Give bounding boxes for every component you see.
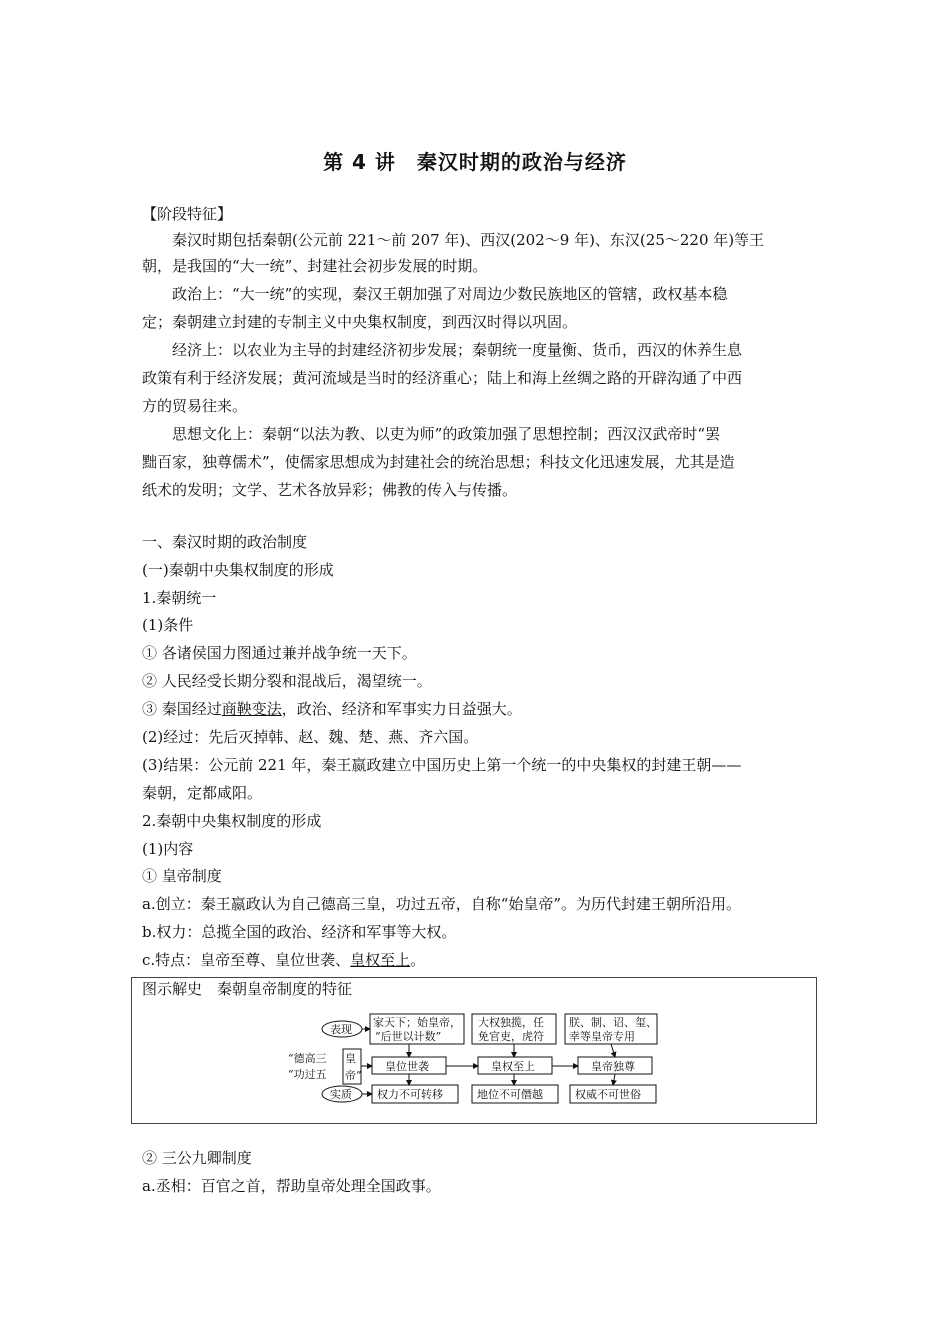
intro-line: 纸术的发明；文学、艺术各放异彩；佛教的传入与传播。 xyxy=(142,481,518,499)
figure-caption: 图示解史 秦朝皇帝制度的特征 xyxy=(142,980,353,998)
outline-item xyxy=(142,950,425,970)
shizhi-label: 实质 xyxy=(330,1088,352,1101)
di-char: 帝” xyxy=(345,1069,362,1082)
mid-box-2-text: 皇权至上 xyxy=(491,1060,535,1073)
bot-box-2-text: 地位不可僭越 xyxy=(477,1088,543,1101)
huang-char: 皇 xyxy=(345,1052,356,1065)
outline-item: ① 皇帝制度 xyxy=(142,867,222,885)
mid-box-3-text: 皇帝独尊 xyxy=(591,1060,635,1073)
top-box-3-line-1: 朕、制、诏、玺、 xyxy=(569,1016,657,1029)
outline-item: (2)经过：先后灭掉韩、赵、魏、楚、燕、齐六国。 xyxy=(142,728,479,746)
outline-item: (1)条件 xyxy=(142,616,194,634)
outline-item: a.创立：秦王嬴政认为自己德高三皇，功过五帝，自称“始皇帝”。为历代封建王朝所沿用。 xyxy=(142,895,742,913)
biaoxian-label: 表现 xyxy=(330,1023,352,1036)
underlined-term: 皇权至上 xyxy=(350,951,411,969)
intro-line: 朝，是我国的“大一统”、封建社会初步发展的时期。 xyxy=(142,257,488,275)
heading-1: 一、秦汉时期的政治制度 xyxy=(142,533,308,551)
outline-item: (3)结果：公元前 221 年，秦王嬴政建立中国历史上第一个统一的中央集权的封建王朝—— xyxy=(142,756,742,774)
top-box-1-line-1: 家天下；始皇帝， xyxy=(373,1016,461,1029)
mid-box-1-text: 皇位世袭 xyxy=(385,1060,429,1073)
dezhi-text-1: “德高三 xyxy=(288,1052,327,1065)
top-box-2-line-1: 大权独揽，任 xyxy=(478,1016,544,1029)
bot-box-1-text: 权力不可转移 xyxy=(377,1088,443,1101)
outline-item: b.权力：总揽全国的政治、经济和军事等大权。 xyxy=(142,923,457,941)
heading-4: 2.秦朝中央集权制度的形成 xyxy=(142,812,322,830)
top-box-2-line-2: 免官吏，虎符 xyxy=(478,1030,544,1043)
text-span: 。 xyxy=(410,951,426,969)
outline-item xyxy=(142,699,522,719)
top-box-1-line-2: “后世以计数” xyxy=(375,1030,442,1043)
intro-line: 思想文化上：秦朝“以法为教、以吏为师”的政策加强了思想控制；西汉汉武帝时“罢 xyxy=(172,425,721,443)
section-tag: 【阶段特征】 xyxy=(142,205,233,223)
page-title: 第 4 讲 秦汉时期的政治与经济 xyxy=(323,150,627,174)
intro-line: 定；秦朝建立封建的专制主义中央集权制度，到西汉时得以巩固。 xyxy=(142,313,578,331)
dezhi-text-2: “功过五 xyxy=(288,1068,327,1081)
top-box-3-line-2: 幸等皇帝专用 xyxy=(569,1030,635,1043)
outline-item: ② 人民经受长期分裂和混战后，渴望统一。 xyxy=(142,672,432,690)
text-span: ，政治、经济和军事实力日益强大。 xyxy=(281,700,522,718)
intro-line: 黜百家，独尊儒术”，使儒家思想成为封建社会的统治思想；科技文化迅速发展，尤其是造 xyxy=(142,453,735,471)
intro-line: 方的贸易往来。 xyxy=(142,397,248,415)
outline-item: 秦朝，定都咸阳。 xyxy=(142,784,263,802)
underlined-term: 商鞅变法 xyxy=(221,700,282,718)
outline-item: a.丞相：百官之首，帮助皇帝处理全国政事。 xyxy=(142,1177,441,1195)
text-span: c.特点：皇帝至尊、皇位世袭、 xyxy=(142,951,351,969)
outline-item: ② 三公九卿制度 xyxy=(142,1149,252,1167)
text-span: ③ 秦国经过 xyxy=(142,700,222,718)
diagram xyxy=(132,978,816,1123)
bot-box-3-text: 权威不可世俗 xyxy=(575,1088,641,1101)
intro-line: 政策有利于经济发展；黄河流域是当时的经济重心；陆上和海上丝绸之路的开辟沟通了中西 xyxy=(142,369,743,387)
intro-line: 政治上：“大一统”的实现，秦汉王朝加强了对周边少数民族地区的管辖，政权基本稳 xyxy=(172,285,728,303)
figure-box xyxy=(131,977,817,1124)
heading-2: (一)秦朝中央集权制度的形成 xyxy=(142,561,334,579)
intro-line: 秦汉时期包括秦朝(公元前 221～前 207 年)、西汉(202～9 年)、东汉(25～220 年)等王 xyxy=(172,231,765,249)
heading-3: 1.秦朝统一 xyxy=(142,589,217,607)
outline-item: (1)内容 xyxy=(142,840,194,858)
outline-item: ① 各诸侯国力图通过兼并战争统一天下。 xyxy=(142,644,417,662)
intro-line: 经济上：以农业为主导的封建经济初步发展；秦朝统一度量衡、货币，西汉的休养生息 xyxy=(172,341,743,359)
